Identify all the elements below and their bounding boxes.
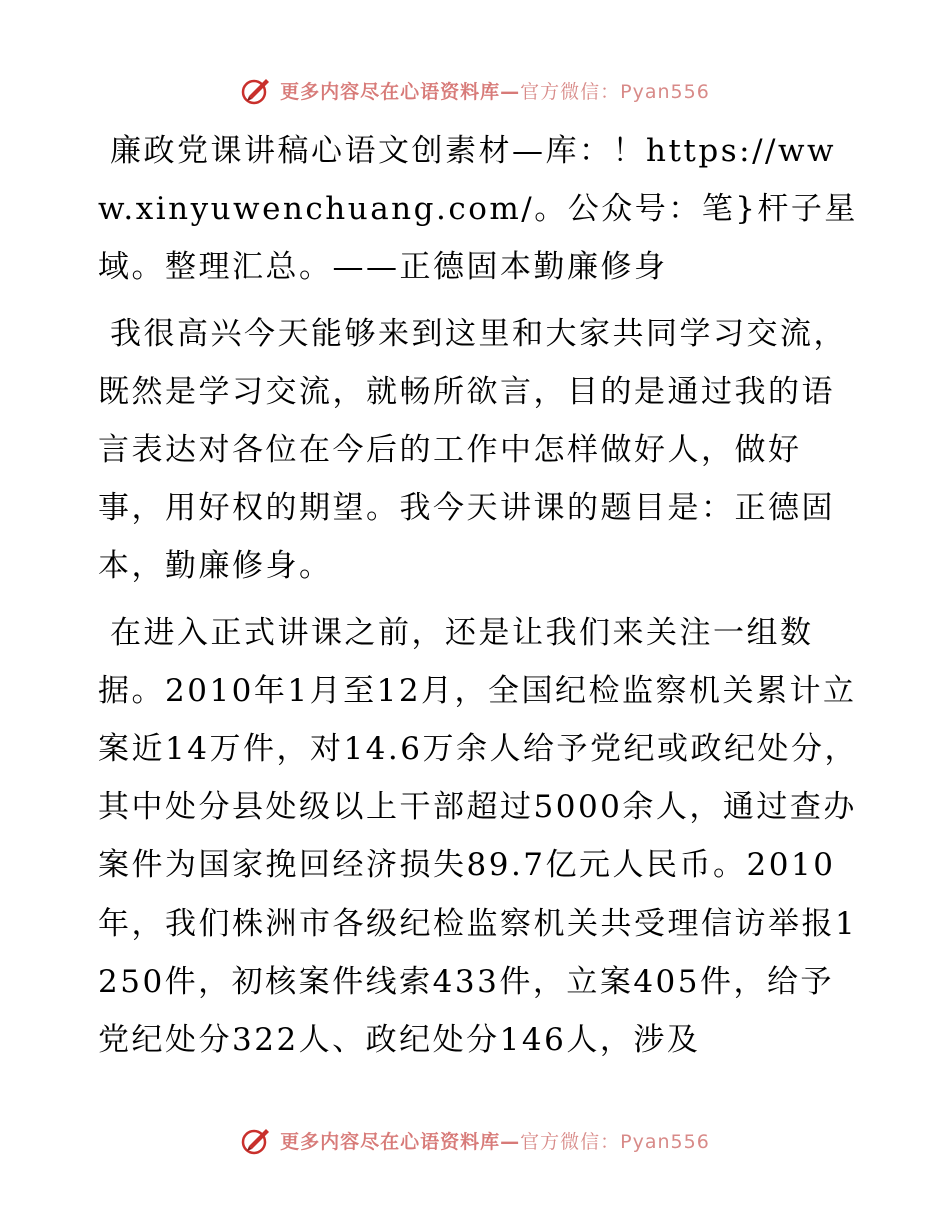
pen-logo-icon [240,1124,272,1156]
footer-watermark-banner [0,1120,950,1160]
footer-banner-text: 更多内容尽在心语资料库—官方微信：Pyan556 [280,1130,710,1153]
header-banner-text: 更多内容尽在心语资料库—官方微信：Pyan556 [280,80,710,103]
paragraph-intro: 我很高兴今天能够来到这里和大家共同学习交流，既然是学习交流，就畅所欲言，目的是通过我的语言表达对各位在今后的工作中怎样做好人，做好事，用好权的期望。我今天讲课的题目是：正德固本，勤廉修身。 [98,315,847,585]
paragraph-title: 廉政党课讲稿心语文创素材—库：！https://www.xinyuwenchuang.com/。公众号：笔}杆子星域。整理汇总。——正德固本勤廉修身 [98,133,858,286]
header-watermark-banner [0,70,950,110]
document-body [98,122,858,1077]
pen-logo-icon [240,74,272,106]
paragraph-data: 在进入正式讲课之前，还是让我们来关注一组数据。2010年1月至12月，全国纪检监察机关累计立案近14万件，对14.6万余人给予党纪或政纪处分，其中处分县处级以上干部超过5000余人，通过查办案件为国家挽回经济损失89.7亿元人民币。2010年，我们株洲市各级纪检监察机关共受理信访举报1250件，初核案件线索433件，立案405件，给予党纪处分322人、政纪处分146人，涉及 [98,614,858,1059]
